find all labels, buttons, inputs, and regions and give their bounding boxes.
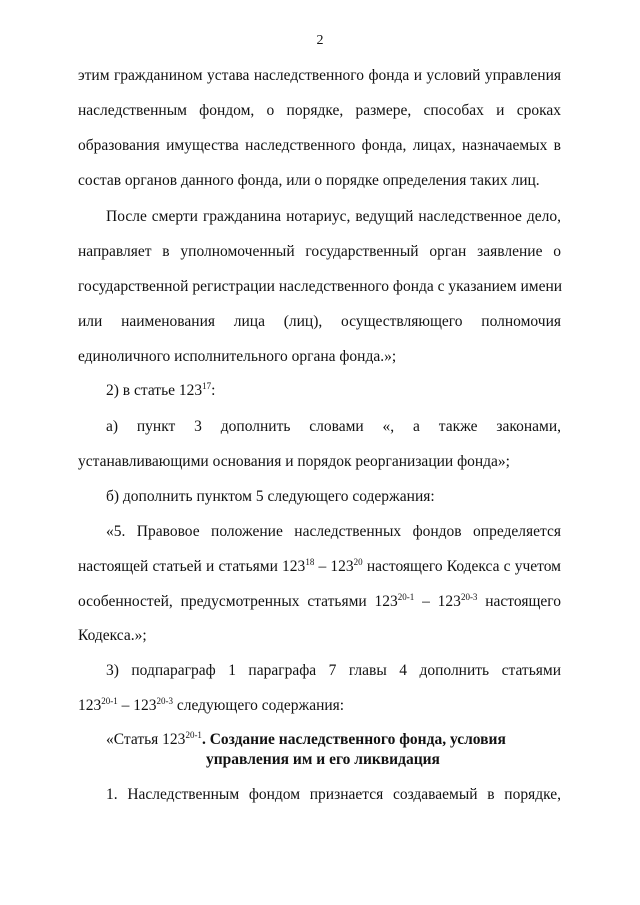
item-3-line: 3) подпараграф 1 параграфа 7 главы 4 дополнить статьями	[106, 662, 561, 679]
point-5-line: особенностей, предусмотренных статьями 123$^{20-1}$ – 123$^{20-3}$ настоящего	[78, 592, 561, 610]
text-line: этим гражданином устава наследственного фонда и условий управления	[78, 67, 561, 84]
item-2a-line: устанавливающими основания и порядок реорганизации фонда»;	[78, 453, 510, 470]
text-line: После смерти гражданина нотариус, ведущий наследственное дело,	[106, 208, 561, 225]
article-heading: «Статья 123$^{20-1}$. Создание наследственного фонда, условия	[106, 730, 506, 748]
item-2b: б) дополнить пунктом 5 следующего содержания:	[106, 488, 435, 505]
text-line: наследственным фондом, о порядке, размере, способах и сроках	[78, 102, 561, 119]
text-line: состав органов данного фонда, или о порядке определения таких лиц.	[78, 172, 540, 189]
text-line: 1. Наследственным фондом признается создаваемый в порядке,	[106, 786, 561, 803]
page-number: 2	[316, 33, 324, 48]
point-5-line: Кодекса.»;	[78, 627, 147, 644]
text-line: или наименования лица (лиц), осуществляющего полномочия	[78, 313, 561, 330]
text-line: образования имущества наследственного фонда, лицах, назначаемых в	[78, 137, 561, 154]
item-2a-line: а) пункт 3 дополнить словами «, а также законами,	[106, 418, 561, 435]
point-5-line: «5. Правовое положение наследственных фондов определяется	[106, 523, 561, 540]
item-3-line: 123$^{20-1}$ – 123$^{20-3}$ следующего содержания:	[78, 696, 345, 714]
text-line: единоличного исполнительного органа фонда.»;	[78, 348, 397, 365]
text-line: государственной регистрации наследственного фонда с указанием имени	[78, 278, 563, 295]
point-5-line: настоящей статьей и статьями $123^{18} - 123^{20}$ настоящего Кодекса с учетом	[78, 557, 561, 575]
article-heading-line2: управления им и его ликвидация	[206, 751, 440, 768]
item-2: 2) в статье $123^{17}$:	[106, 381, 216, 399]
text-line: направляет в уполномоченный государственный орган заявление о	[78, 243, 561, 260]
